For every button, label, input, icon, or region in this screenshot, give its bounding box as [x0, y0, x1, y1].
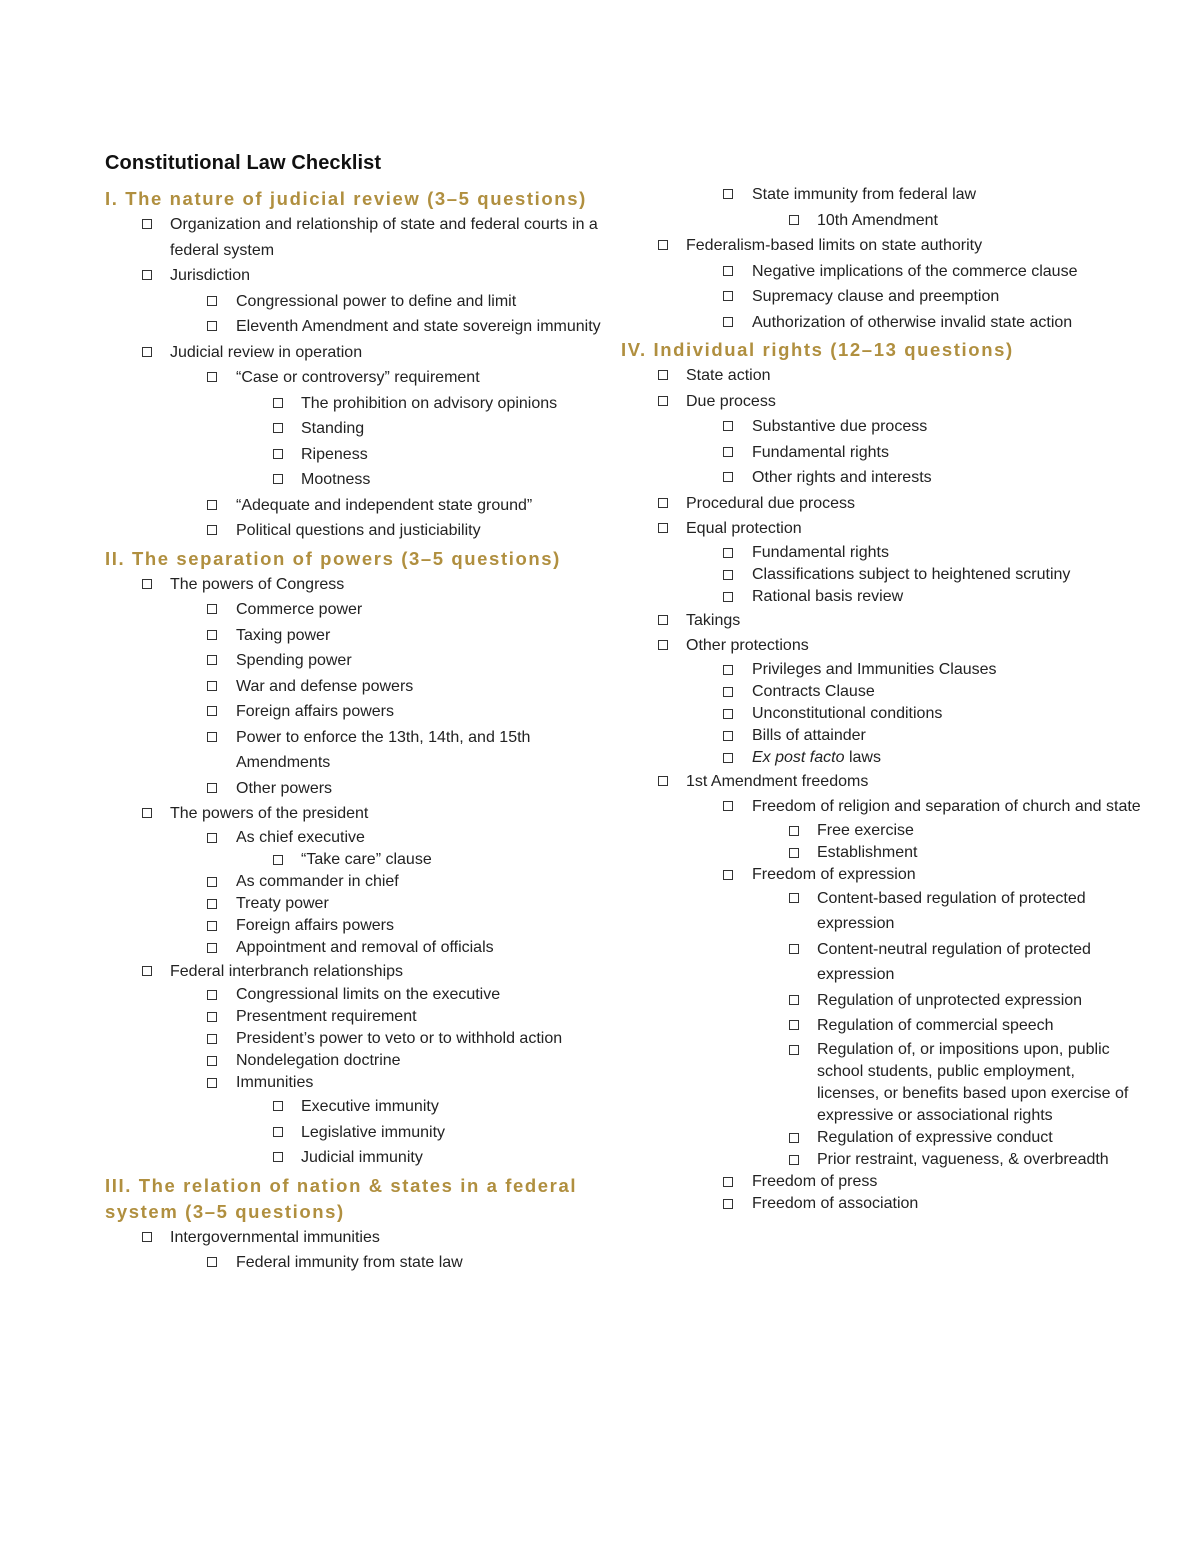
- checklist-item: [105, 648, 615, 674]
- checklist-item-label: As chief executive: [236, 828, 365, 846]
- checkbox-icon[interactable]: [207, 1012, 217, 1022]
- checklist-item: [621, 747, 1141, 769]
- checklist-item-label: Federal immunity from state law: [236, 1254, 463, 1271]
- checklist-item-label: Content-based regulation of protected expression: [817, 889, 1086, 932]
- checkbox-icon[interactable]: [207, 706, 217, 716]
- checklist-item-label: Legislative immunity: [301, 1123, 446, 1141]
- checklist-item-label: Supremacy clause and preemption: [752, 288, 1000, 305]
- checklist-item: [105, 1225, 615, 1251]
- checklist-item-label: Regulation of, or impositions upon, public school students, public employment, licenses, or benefits based upon exercise of expressive or associational rights: [817, 1040, 1129, 1124]
- checklist-item-label: Rational basis review: [752, 587, 904, 605]
- checklist-item: [621, 363, 1141, 389]
- checkbox-icon[interactable]: [723, 1199, 733, 1209]
- checkbox-icon[interactable]: [658, 396, 668, 406]
- checklist-item-label: State action: [686, 367, 771, 384]
- checklist-item: [621, 769, 1141, 795]
- checklist-item: [621, 389, 1141, 415]
- checklist-item-label: Substantive due process: [752, 418, 928, 435]
- checklist-item: [105, 467, 615, 493]
- checklist-item: [621, 208, 1141, 234]
- checkbox-icon[interactable]: [207, 604, 217, 614]
- checklist-item: [105, 959, 615, 985]
- checkbox-icon[interactable]: [723, 317, 733, 327]
- checklist-item-label: Congressional power to define and limit: [236, 292, 517, 310]
- checklist-item: [621, 842, 1141, 864]
- checklist-item-label: The powers of Congress: [170, 575, 345, 593]
- checklist-item: [621, 542, 1141, 564]
- checklist-item: [105, 518, 615, 544]
- checklist-item: [621, 1193, 1141, 1215]
- checklist-item-label: Presentment requirement: [236, 1008, 417, 1025]
- checklist-item-label: Intergovernmental immunities: [170, 1228, 380, 1246]
- checkbox-icon[interactable]: [207, 1034, 217, 1044]
- checklist-item: [105, 849, 615, 871]
- checklist-item-label: Classifications subject to heightened scrutiny: [752, 565, 1071, 583]
- checklist-item-label: Fundamental rights: [752, 543, 889, 561]
- checklist-item: [621, 259, 1141, 285]
- checklist-item: [105, 827, 615, 849]
- checklist-item: [621, 1013, 1141, 1039]
- checkbox-icon[interactable]: [789, 1155, 799, 1165]
- checklist-item-label: Nondelegation doctrine: [236, 1052, 401, 1069]
- checklist-item-label: Congressional limits on the executive: [236, 986, 501, 1003]
- checklist-item-label: Appointment and removal of officials: [236, 938, 494, 956]
- checklist-item-label: Federalism-based limits on state authority: [686, 237, 983, 254]
- checkbox-icon[interactable]: [142, 966, 152, 976]
- checklist-item-label: Regulation of unprotected expression: [817, 991, 1083, 1009]
- checklist-item-label: Treaty power: [236, 894, 329, 912]
- checklist-item-label: Authorization of otherwise invalid state action: [752, 313, 1073, 331]
- checklist-item: [621, 440, 1141, 466]
- checklist-item: [621, 794, 1141, 820]
- checkbox-icon[interactable]: [142, 579, 152, 589]
- checklist-item: [621, 465, 1141, 491]
- checkbox-icon[interactable]: [207, 655, 217, 665]
- checklist-item: [621, 586, 1141, 608]
- checklist-item-label: Jurisdiction: [170, 267, 251, 284]
- checkbox-icon[interactable]: [207, 732, 217, 742]
- checkbox-icon[interactable]: [142, 1232, 152, 1242]
- checkbox-icon[interactable]: [789, 944, 799, 954]
- checkbox-icon[interactable]: [789, 1020, 799, 1030]
- checklist-item: [621, 659, 1141, 681]
- checkbox-icon[interactable]: [789, 215, 799, 225]
- checkbox-icon[interactable]: [658, 523, 668, 533]
- checklist-item: [105, 391, 615, 417]
- checklist-item: [105, 1050, 615, 1072]
- checklist-item-label: Power to enforce the 13th, 14th, and 15th Amendments: [236, 728, 531, 771]
- checkbox-icon[interactable]: [273, 449, 283, 459]
- checklist-item: [621, 182, 1141, 208]
- checklist-item-label: State immunity from federal law: [752, 186, 977, 203]
- checklist-item: [105, 937, 615, 959]
- checklist-item: [105, 263, 615, 289]
- checkbox-icon[interactable]: [207, 877, 217, 887]
- page-title: Constitutional Law Checklist: [105, 152, 382, 174]
- checklist-item: [621, 1127, 1141, 1149]
- checklist-item-label: War and defense powers: [236, 677, 414, 695]
- checklist-item-label: Privileges and Immunities Clauses: [752, 660, 997, 678]
- checklist-item: [105, 416, 615, 442]
- checklist-item: [105, 442, 615, 468]
- checkbox-icon[interactable]: [658, 776, 668, 786]
- checkbox-icon[interactable]: [273, 474, 283, 484]
- checklist-item-label: Other rights and interests: [752, 469, 932, 486]
- checklist-item: [105, 893, 615, 915]
- checkbox-icon[interactable]: [789, 995, 799, 1005]
- checkbox-icon[interactable]: [207, 1078, 217, 1088]
- checkbox-icon[interactable]: [789, 848, 799, 858]
- checkbox-icon[interactable]: [723, 472, 733, 482]
- section-heading: III. The relation of nation & states in a federal system (3–5 questions): [105, 1174, 578, 1222]
- checklist-item: [105, 801, 615, 827]
- checklist-item-label: Prior restraint, vagueness, & overbreadth: [817, 1150, 1109, 1168]
- checkbox-icon[interactable]: [723, 447, 733, 457]
- checkbox-icon[interactable]: [723, 731, 733, 741]
- checkbox-icon[interactable]: [273, 1127, 283, 1137]
- checkbox-icon[interactable]: [658, 615, 668, 625]
- checkbox-icon[interactable]: [142, 347, 152, 357]
- checklist-item-label: Freedom of association: [752, 1194, 919, 1212]
- checkbox-icon[interactable]: [723, 189, 733, 199]
- checkbox-icon[interactable]: [723, 870, 733, 880]
- checklist-item-label: Unconstitutional conditions: [752, 704, 943, 722]
- checkbox-icon[interactable]: [207, 630, 217, 640]
- checklist-item-label: Regulation of expressive conduct: [817, 1128, 1053, 1146]
- checklist-item: [621, 681, 1141, 703]
- checklist-item: [621, 414, 1141, 440]
- checkbox-icon[interactable]: [723, 291, 733, 301]
- checklist-item-label: Content-neutral regulation of protected expression: [817, 940, 1091, 983]
- checklist-item: [621, 703, 1141, 725]
- section-heading: I. The nature of judicial review (3–5 questions): [105, 188, 587, 209]
- checklist-item-label: Mootness: [301, 471, 371, 488]
- checklist-item: [105, 1145, 615, 1171]
- checklist-item-label: “Case or controversy” requirement: [236, 369, 480, 386]
- checklist-item-label: Other protections: [686, 637, 809, 654]
- checklist-item-label: Bills of attainder: [752, 726, 866, 744]
- checkbox-icon[interactable]: [207, 899, 217, 909]
- checkbox-icon[interactable]: [789, 826, 799, 836]
- checkbox-icon[interactable]: [207, 500, 217, 510]
- checkbox-icon[interactable]: [658, 370, 668, 380]
- checklist-item: [621, 233, 1141, 259]
- checkbox-icon[interactable]: [273, 1101, 283, 1111]
- checklist-item: [105, 699, 615, 725]
- right-column: [621, 182, 1141, 1215]
- checkbox-icon[interactable]: [273, 1152, 283, 1162]
- checklist-item-label: Immunities: [236, 1074, 314, 1091]
- checklist-item-label: 1st Amendment freedoms: [686, 772, 869, 790]
- checklist-item: [621, 310, 1141, 336]
- section-heading: IV. Individual rights (12–13 questions): [621, 339, 1014, 360]
- checkbox-icon[interactable]: [207, 525, 217, 535]
- checklist-item: [105, 674, 615, 700]
- checklist-item-label: Contracts Clause: [752, 682, 875, 700]
- checkbox-icon[interactable]: [789, 893, 799, 903]
- checklist-item-label: Freedom of press: [752, 1172, 878, 1190]
- checklist-item: [621, 516, 1141, 542]
- checklist-item: [621, 284, 1141, 310]
- checklist-item-label: Standing: [301, 420, 365, 437]
- checklist-item-label: Takings: [686, 611, 741, 629]
- checklist-item: [621, 725, 1141, 747]
- checkbox-icon[interactable]: [273, 398, 283, 408]
- section-heading: II. The separation of powers (3–5 questions): [105, 547, 561, 569]
- checkbox-icon[interactable]: [723, 665, 733, 675]
- checklist-item: [621, 937, 1141, 988]
- checkbox-icon[interactable]: [723, 570, 733, 580]
- checklist-item-label: “Adequate and independent state ground”: [236, 496, 533, 514]
- checkbox-icon[interactable]: [142, 270, 152, 280]
- checklist-item-label: Negative implications of the commerce clause: [752, 262, 1078, 280]
- checkbox-icon[interactable]: [658, 240, 668, 250]
- checkbox-icon[interactable]: [723, 592, 733, 602]
- checklist-item: [105, 1006, 615, 1028]
- checklist-item: [105, 776, 615, 802]
- checklist-item-label: Freedom of religion and separation of church and state: [752, 798, 1141, 815]
- checklist-item-label: Taxing power: [236, 626, 331, 644]
- checklist-item: [105, 871, 615, 893]
- checkbox-icon[interactable]: [207, 783, 217, 793]
- checkbox-icon[interactable]: [207, 943, 217, 953]
- checklist-item-label: Ripeness: [301, 445, 368, 463]
- checklist-item-label: Establishment: [817, 843, 918, 861]
- checklist-item: [621, 864, 1141, 886]
- checkbox-icon[interactable]: [142, 808, 152, 818]
- checklist-item: [105, 340, 615, 366]
- checkbox-icon[interactable]: [789, 1045, 799, 1055]
- checklist-item: [105, 1094, 615, 1120]
- checklist-item: [621, 886, 1141, 937]
- checkbox-icon[interactable]: [207, 921, 217, 931]
- checklist-item: [105, 725, 615, 776]
- checklist-item-label: Regulation of commercial speech: [817, 1017, 1054, 1034]
- checkbox-icon[interactable]: [658, 498, 668, 508]
- checklist-item: [105, 597, 615, 623]
- checkbox-icon[interactable]: [207, 372, 217, 382]
- checklist-item-label: Foreign affairs powers: [236, 916, 394, 934]
- checkbox-icon[interactable]: [207, 321, 217, 331]
- checkbox-icon[interactable]: [723, 687, 733, 697]
- checklist-item: [621, 491, 1141, 517]
- checklist-item: [105, 212, 615, 263]
- checklist-item-label: As commander in chief: [236, 872, 399, 890]
- checklist-item-label: Commerce power: [236, 601, 363, 618]
- checklist-item-label: Organization and relationship of state and federal courts in a federal system: [170, 216, 598, 259]
- checklist-item-label: Federal interbranch relationships: [170, 962, 404, 980]
- checklist-item: [621, 988, 1141, 1014]
- checklist-item-label: Ex post facto laws: [752, 748, 881, 766]
- checklist-item: [105, 984, 615, 1006]
- checklist-item: [105, 1120, 615, 1146]
- checklist-item-label: Foreign affairs powers: [236, 703, 394, 720]
- checklist-item: [621, 820, 1141, 842]
- checklist-item: [105, 1072, 615, 1094]
- checklist-item: [105, 314, 615, 340]
- checklist-item-label: Spending power: [236, 652, 352, 669]
- checkbox-icon[interactable]: [723, 709, 733, 719]
- checklist-item-label: Eleventh Amendment and state sovereign immunity: [236, 318, 601, 335]
- checklist-item: [105, 365, 615, 391]
- checkbox-icon[interactable]: [207, 1257, 217, 1267]
- checklist-item: [105, 493, 615, 519]
- checklist-item-label: Judicial review in operation: [170, 343, 363, 361]
- checklist-item: [105, 572, 615, 598]
- checklist-item-label: Executive immunity: [301, 1098, 439, 1115]
- checklist-item: [105, 289, 615, 315]
- checkbox-icon[interactable]: [207, 1056, 217, 1066]
- checklist-item-label: Fundamental rights: [752, 443, 889, 461]
- checkbox-icon[interactable]: [273, 855, 283, 865]
- checklist-item-label: Judicial immunity: [301, 1149, 423, 1166]
- checkbox-icon[interactable]: [723, 548, 733, 558]
- left-column: [105, 184, 615, 1276]
- checkbox-icon[interactable]: [273, 423, 283, 433]
- checklist-item: [105, 1250, 615, 1276]
- checklist-item: [621, 1039, 1141, 1127]
- checklist-item: [621, 1171, 1141, 1193]
- checklist-item-label: Due process: [686, 392, 776, 410]
- checkbox-icon[interactable]: [723, 421, 733, 431]
- checkbox-icon[interactable]: [658, 640, 668, 650]
- checklist-item: [621, 1149, 1141, 1171]
- checkbox-icon[interactable]: [723, 801, 733, 811]
- checkbox-icon[interactable]: [207, 990, 217, 1000]
- checklist-item-label: The prohibition on advisory opinions: [301, 394, 558, 412]
- checklist-item-label: 10th Amendment: [817, 211, 938, 229]
- checklist-item: [621, 608, 1141, 634]
- checklist-item: [621, 633, 1141, 659]
- checklist-item-label: “Take care” clause: [301, 850, 432, 868]
- checklist-item: [105, 623, 615, 649]
- checklist-item-label: Procedural due process: [686, 494, 855, 512]
- checkbox-icon[interactable]: [723, 1177, 733, 1187]
- checklist-item: [621, 564, 1141, 586]
- checklist-item-label: Freedom of expression: [752, 865, 916, 883]
- checklist-item-label: Other powers: [236, 779, 333, 797]
- checklist-item-label: Free exercise: [817, 821, 914, 839]
- checklist-item-label: President’s power to veto or to withhold action: [236, 1030, 563, 1047]
- checkbox-icon[interactable]: [789, 1133, 799, 1143]
- checkbox-icon[interactable]: [207, 681, 217, 691]
- checkbox-icon[interactable]: [207, 833, 217, 843]
- checklist-item-label: Political questions and justiciability: [236, 522, 481, 539]
- checklist-item-label: The powers of the president: [170, 805, 369, 822]
- checklist-item: [105, 915, 615, 937]
- checkbox-icon[interactable]: [723, 753, 733, 763]
- checkbox-icon[interactable]: [142, 219, 152, 229]
- checkbox-icon[interactable]: [207, 296, 217, 306]
- checklist-item-label: Equal protection: [686, 520, 802, 537]
- checklist-item: [105, 1028, 615, 1050]
- checkbox-icon[interactable]: [723, 266, 733, 276]
